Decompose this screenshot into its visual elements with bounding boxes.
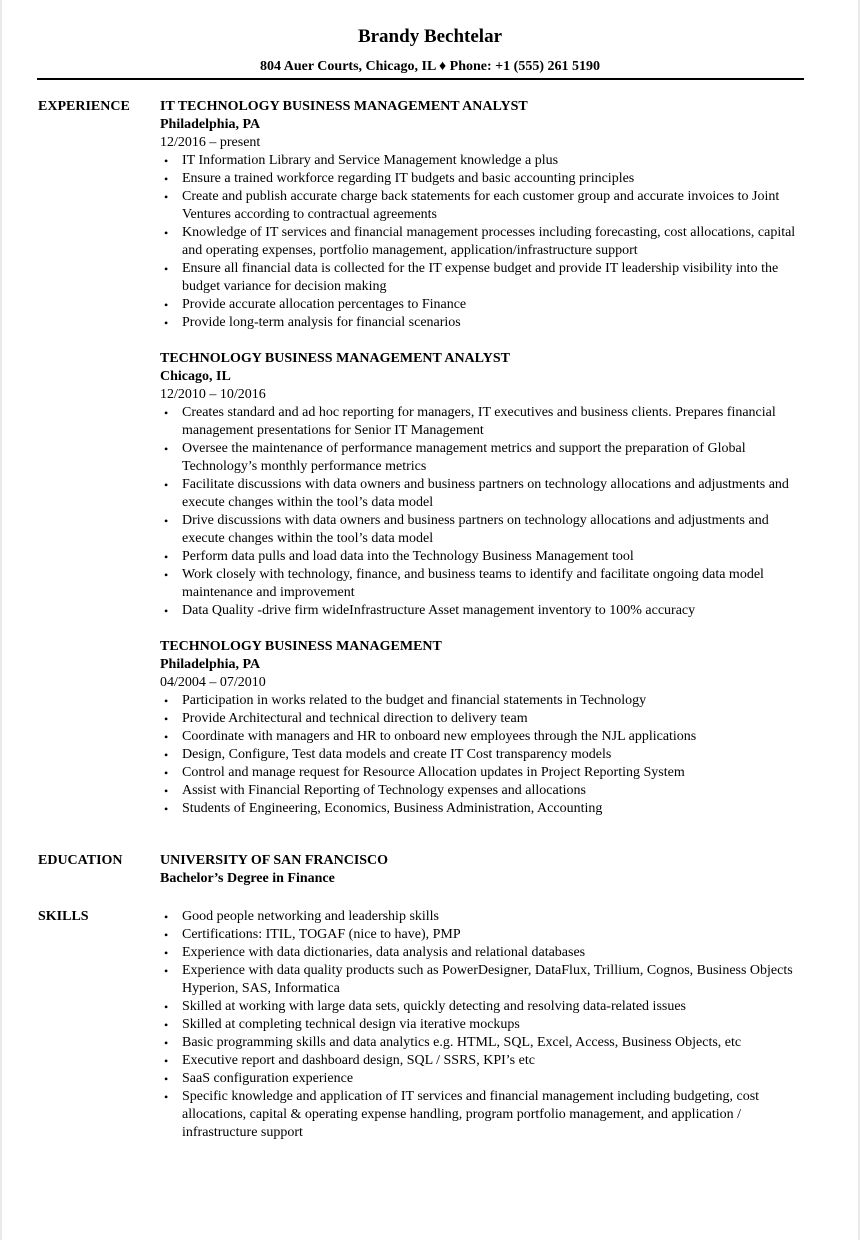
contact-line: 804 Auer Courts, Chicago, IL ♦ Phone: +1 (555) 261 5190 [260, 59, 600, 74]
bullet-icon: • [164, 730, 169, 744]
skill-item [160, 962, 810, 998]
bullet-text: Creates standard and ad hoc reporting for managers, IT executives and business clients. Prepares financial management presentations for Senior IT Management [182, 405, 776, 438]
bullet-icon: • [164, 604, 169, 618]
candidate-name: Brandy Bechtelar [357, 26, 503, 47]
bullet-icon: • [164, 928, 169, 942]
job-entry [160, 98, 810, 332]
bullet-icon: • [164, 694, 169, 708]
skill-item [160, 1052, 810, 1070]
job-title: IT TECHNOLOGY BUSINESS MANAGEMENT ANALYST [160, 99, 528, 114]
bullet-icon: • [164, 442, 169, 456]
bullet-text: Ensure all financial data is collected for the IT expense budget and provide IT leadership visibility into the budget variance for decision making [182, 261, 779, 294]
bullet-icon: • [164, 514, 169, 528]
skill-text: SaaS configuration experience [182, 1071, 354, 1086]
bullet-icon: • [164, 1072, 169, 1086]
skill-item [160, 944, 810, 962]
experience-heading: EXPERIENCE [38, 99, 130, 114]
bullet-icon: • [164, 154, 169, 168]
skills-list [160, 908, 810, 1142]
bullet-text: Work closely with technology, finance, and business teams to identify and facilitate ongoing data model maintenance and improvement [182, 567, 764, 600]
bullet-text: Facilitate discussions with data owners and business partners on technology allocations and adjustments and execute changes within the tool’s data model [182, 477, 789, 510]
skill-item [160, 1034, 810, 1052]
skills-body [160, 908, 810, 1142]
bullet-item [160, 764, 810, 782]
bullet-text: Provide Architectural and technical direction to delivery team [182, 711, 528, 726]
bullet-text: Design, Configure, Test data models and create IT Cost transparency models [182, 747, 612, 762]
skill-text: Basic programming skills and data analytics e.g. HTML, SQL, Excel, Access, Business Objects, etc [182, 1035, 742, 1050]
skill-text: Experience with data dictionaries, data analysis and relational databases [182, 945, 586, 960]
header-divider [37, 78, 804, 80]
school-name: UNIVERSITY OF SAN FRANCISCO [160, 853, 389, 868]
bullet-icon: • [164, 316, 169, 330]
bullet-icon: • [164, 712, 169, 726]
bullet-text: IT Information Library and Service Management knowledge a plus [182, 153, 559, 168]
job-location: Philadelphia, PA [160, 117, 261, 132]
bullet-item [160, 602, 810, 620]
bullet-text: Oversee the maintenance of performance management metrics and support the preparation of Global Technology’s monthly performance metrics [182, 441, 746, 474]
bullet-text: Students of Engineering, Economics, Business Administration, Accounting [182, 801, 603, 816]
job-bullets [160, 152, 810, 332]
bullet-text: Control and manage request for Resource Allocation updates in Project Reporting System [182, 765, 685, 780]
bullet-icon: • [164, 784, 169, 798]
skill-item [160, 998, 810, 1016]
bullet-text: Assist with Financial Reporting of Technology expenses and allocations [182, 783, 586, 798]
bullet-icon: • [164, 298, 169, 312]
skill-item [160, 1016, 810, 1034]
bullet-item [160, 782, 810, 800]
skill-item [160, 1088, 810, 1142]
bullet-text: Drive discussions with data owners and business partners on technology allocations and adjustments and execute changes within the tool’s data model [182, 513, 769, 546]
bullet-item [160, 548, 810, 566]
bullet-text: Coordinate with managers and HR to onboard new employees through the NJL applications [182, 729, 697, 744]
bullet-icon: • [164, 748, 169, 762]
bullet-text: Ensure a trained workforce regarding IT budgets and basic accounting principles [182, 171, 635, 186]
job-dates: 12/2016 – present [160, 135, 261, 150]
bullet-icon: • [164, 964, 169, 978]
degree-name: Bachelor’s Degree in Finance [160, 871, 335, 886]
skill-text: Skilled at working with large data sets, quickly detecting and resolving data-related issues [182, 999, 686, 1014]
job-entry [160, 638, 810, 818]
bullet-icon: • [164, 568, 169, 582]
skills-heading: SKILLS [38, 909, 89, 924]
bullet-icon: • [164, 1090, 169, 1104]
bullet-icon: • [164, 1000, 169, 1014]
bullet-item [160, 296, 810, 314]
bullet-icon: • [164, 406, 169, 420]
skill-item [160, 926, 810, 944]
bullet-text: Knowledge of IT services and financial management processes including forecasting, cost allocations, capital and operating expenses, portfolio management, application/infrastructure support [182, 225, 796, 258]
job-title: TECHNOLOGY BUSINESS MANAGEMENT [160, 639, 442, 654]
education-heading: EDUCATION [38, 853, 123, 868]
bullet-icon: • [164, 802, 169, 816]
bullet-icon: • [164, 910, 169, 924]
bullet-item [160, 512, 810, 548]
bullet-icon: • [164, 478, 169, 492]
bullet-item [160, 404, 810, 440]
education-body [160, 852, 810, 888]
bullet-item [160, 152, 810, 170]
job-dates: 04/2004 – 07/2010 [160, 675, 266, 690]
bullet-item [160, 566, 810, 602]
skill-text: Skilled at completing technical design via iterative mockups [182, 1017, 520, 1032]
bullet-item [160, 224, 810, 260]
skill-text: Specific knowledge and application of IT services and financial management including budgeting, cost allocations, capital & operating expense handling, program portfolio management, and application / infrastructure support [182, 1089, 760, 1140]
bullet-icon: • [164, 550, 169, 564]
bullet-icon: • [164, 1036, 169, 1050]
bullet-text: Provide long-term analysis for financial scenarios [182, 315, 461, 330]
bullet-item [160, 800, 810, 818]
bullet-icon: • [164, 1054, 169, 1068]
bullet-text: Create and publish accurate charge back statements for each customer group and accurate invoices to Joint Ventures according to contractual agreements [182, 189, 780, 222]
bullet-icon: • [164, 766, 169, 780]
bullet-icon: • [164, 262, 169, 276]
bullet-item [160, 728, 810, 746]
bullet-text: Provide accurate allocation percentages to Finance [182, 297, 467, 312]
skill-text: Executive report and dashboard design, SQL / SSRS, KPI’s etc [182, 1053, 535, 1068]
bullet-text: Data Quality -drive firm wideInfrastructure Asset management inventory to 100% accuracy [182, 603, 696, 618]
bullet-item [160, 692, 810, 710]
bullet-item [160, 440, 810, 476]
skill-text: Good people networking and leadership skills [182, 909, 440, 924]
skill-text: Experience with data quality products such as PowerDesigner, DataFlux, Trillium, Cognos, Business Objects Hyperion, SAS, Informatica [182, 963, 793, 996]
bullet-item [160, 260, 810, 296]
job-title: TECHNOLOGY BUSINESS MANAGEMENT ANALYST [160, 351, 510, 366]
job-dates: 12/2010 – 10/2016 [160, 387, 266, 402]
job-bullets [160, 404, 810, 620]
bullet-text: Perform data pulls and load data into the Technology Business Management tool [182, 549, 634, 564]
bullet-item [160, 710, 810, 728]
job-bullets [160, 692, 810, 818]
bullet-item [160, 476, 810, 512]
skill-item [160, 1070, 810, 1088]
skill-item [160, 908, 810, 926]
bullet-text: Participation in works related to the budget and financial statements in Technology [182, 693, 647, 708]
bullet-icon: • [164, 172, 169, 186]
bullet-icon: • [164, 190, 169, 204]
bullet-icon: • [164, 1018, 169, 1032]
bullet-icon: • [164, 946, 169, 960]
bullet-icon: • [164, 226, 169, 240]
skill-text: Certifications: ITIL, TOGAF (nice to have), PMP [182, 927, 461, 942]
bullet-item [160, 314, 810, 332]
job-location: Philadelphia, PA [160, 657, 261, 672]
job-location: Chicago, IL [160, 369, 231, 384]
bullet-item [160, 170, 810, 188]
bullet-item [160, 188, 810, 224]
job-entry [160, 350, 810, 620]
experience-body [160, 98, 810, 836]
bullet-item [160, 746, 810, 764]
